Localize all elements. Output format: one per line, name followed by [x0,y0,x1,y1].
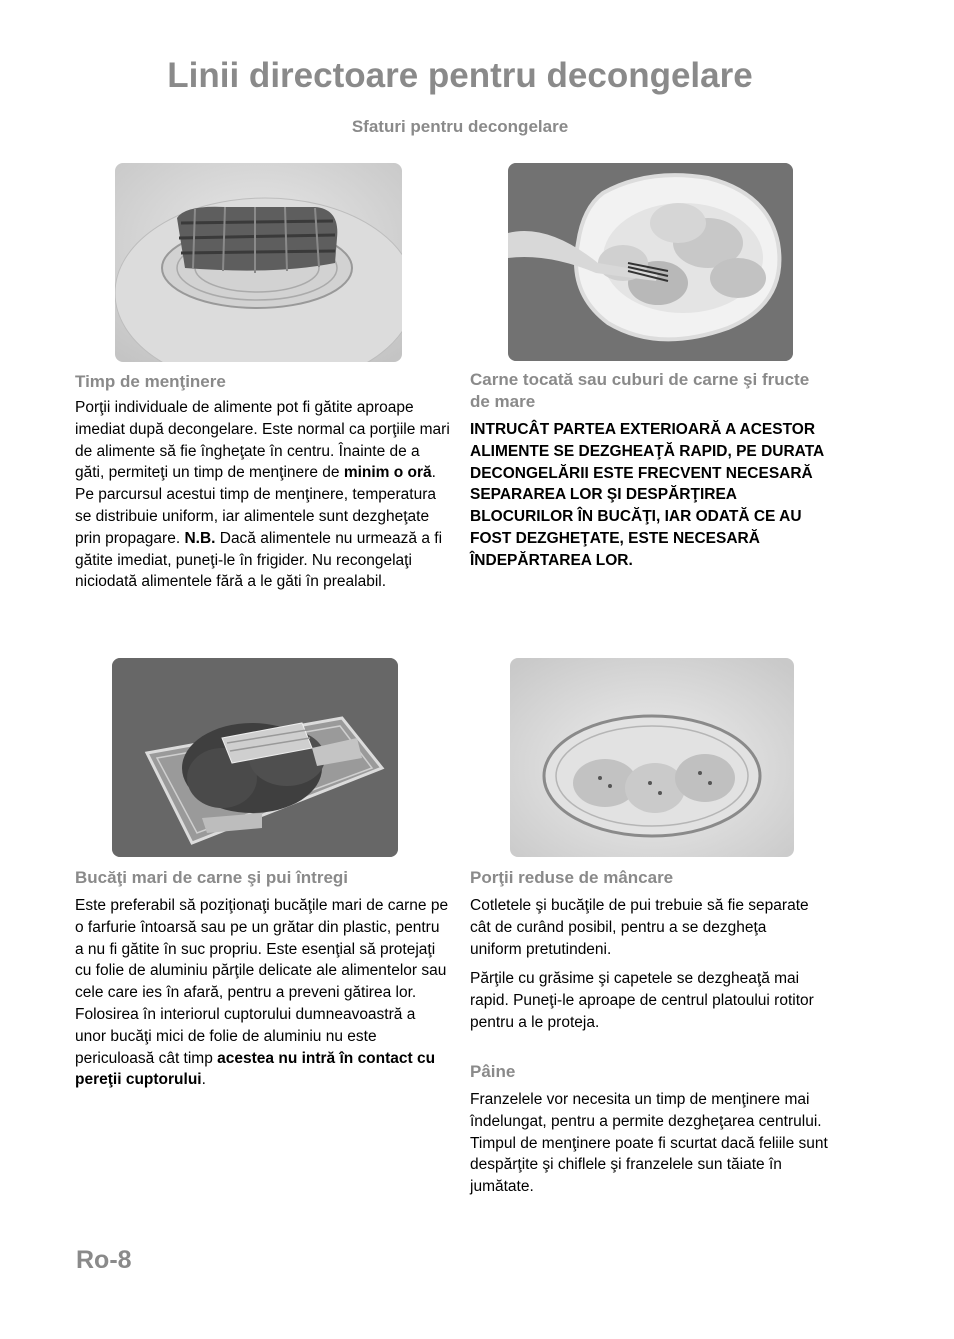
standing-time-heading: Timp de menţinere [75,372,226,391]
standing-time-text-2: . Pe parcursul acestui timp de menţinere, temperatura se distribuie uniform, iar alimentele sunt dezgheţate prin propagare. [75,464,436,547]
large-pieces-body [75,895,450,1091]
minced-meat-body: INTRUCÂT PARTEA EXTERIOARĂ A ACESTOR ALIMENTE SE DEZGHEAŢĂ RAPID, PE DURATA DECONGELĂRII ESTE FRECVENT NECESARĂ SEPARAREA LOR ŞI DESPĂRŢIREA BLOCURILOR ÎN BUCĂŢI, IAR ODATĂ CE AU FOST DEZGHEŢATE, ESTE NECESARĂ ÎNDEPĂRTAREA LOR. [470,421,824,569]
page-subtitle: Sfaturi pentru decongelare [351,117,569,136]
standing-time-text-3: Dacă alimentele nu urmează a fi gătite imediat, puneţi-le în frigider. Nu recongelaţi niciodată alimentele fără a le găti în prealabil. [75,529,443,591]
large-pieces-text-2: . [201,1071,206,1089]
small-portions-body [470,895,820,1042]
small-portions-heading: Porţii reduse de mâncare [470,868,674,887]
small-portions-para-2: Părţile cu grăsime şi capetele se dezgheaţă mai rapid. Puneţi-le aproape de centrul platoului rotitor pentru a le proteja. [470,970,814,1031]
fork-separating-pieces-photo [508,163,793,361]
page-number: Ro-8 [76,1246,132,1274]
standing-time-bold-2: N.B. [184,529,216,547]
bread-heading: Pâine [470,1062,516,1081]
standing-time-body [75,397,450,593]
standing-time-text-1: Porţii individuale de alimente pot fi gătite aproape imediat după decongelare. Este normal ca porţiile mari de alimente să fie îngheţate în centru. Înainte de a găti, permiteţi un timp de menţinere de [75,399,450,482]
roast-on-rack-photo [115,163,402,362]
bread-body: Franzelele vor necesita un timp de menţinere mai îndelungat, pentru a permite dezgheţarea centrului. Timpul de menţinere poate fi scurtat dacă feliile sunt despărţite şi chiflele şi franzelele sun tăiate în jumătate. [470,1091,828,1196]
page-title: Linii directoare pentru decongelare [167,56,753,95]
standing-time-bold-1: minim o oră [343,464,432,482]
large-pieces-bold: acestea nu intră în contact cu pereţii cuptorului [75,1049,436,1089]
whole-chicken-foil-photo [112,658,398,857]
large-pieces-heading: Bucăţi mari de carne şi pui întregi [75,868,349,887]
minced-meat-heading: Carne tocată sau cuburi de carne şi fructe de mare [470,370,810,411]
small-portions-para-1: Cotletele şi bucăţile de pui trebuie să fie separate cât de curând posibil, pentru a se dezgheţa uniform pretutindeni. [470,897,809,958]
large-pieces-text-1: Este preferabil să poziţionaţi bucăţile mari de carne pe o farfurie întoarsă sau pe un grătar din plastic, pentru a nu fi gătite în suc propriu. Este esenţial să protejaţi cu folie de aluminiu părţile delicate ale alimentelor sau cele care ies în afară, pentru a preveni gătirea lor. Folosirea în interiorul cuptorului dumneavoastră a unor bucăţi mici de folie de aluminiu nu este periculoasă cât timp [75,897,449,1067]
chicken-pieces-dish-photo [510,658,794,857]
